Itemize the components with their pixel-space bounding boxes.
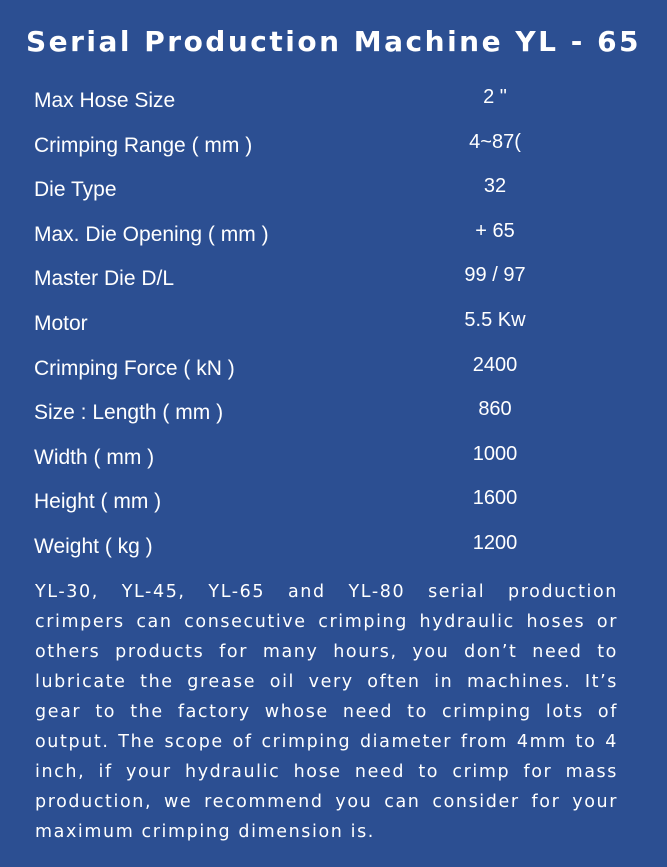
spec-label: Max Hose Size [34,89,176,112]
spec-label: Motor [34,311,88,335]
spec-value: 860 [478,398,512,421]
spec-label: Crimping Range ( mm ) [34,133,253,157]
spec-value: 99 / 97 [464,264,526,287]
spec-label: Size : Length ( mm ) [34,401,224,425]
spec-row-motor [34,301,634,346]
spec-value: 32 [483,175,507,198]
spec-label: Crimping Force ( kN ) [34,356,235,380]
product-description: YL-30, YL-45, YL-65 and YL-80 serial production crimpers can consecutive crimping hydraulic hoses or others products for many hours, you don’t need to lubricate the grease oil very often in machines. It’s gear to the factory whose need to crimping lots of output. The scope of crimping diameter from 4mm to 4 inch, if your hydraulic hose need to crimp for mass production, we recommend you can consider for your maximum crimping dimension is. [35,582,618,842]
spec-label: Height ( mm ) [34,490,162,514]
page-title: Serial Production Machine YL - 65 [25,25,642,58]
spec-value: + 65 [475,219,515,242]
spec-value: 5.5 Kw [464,308,526,331]
spec-row-max-hose-size [34,78,634,123]
spec-row-width [34,435,634,480]
spec-value: 1000 [472,442,518,465]
spec-table [34,78,634,569]
spec-label: Die Type [34,178,117,202]
spec-value: 2 " [483,86,507,108]
spec-row-crimping-range [34,123,634,168]
spec-value: 4~87( [469,130,521,153]
spec-label: Width ( mm ) [34,445,155,469]
spec-label: Master Die D/L [34,267,175,291]
spec-row-max-die-opening [34,212,634,257]
spec-row-weight [34,524,634,569]
spec-row-master-die [34,256,634,301]
spec-row-die-type [34,167,634,212]
spec-row-length [34,390,634,435]
spec-value: 1200 [472,531,518,554]
spec-label: Weight ( kg ) [34,534,153,558]
spec-row-crimping-force [34,346,634,391]
spec-value: 2400 [472,353,518,376]
spec-label: Max. Die Opening ( mm ) [34,222,269,246]
spec-value: 1600 [472,487,518,510]
spec-row-height [34,479,634,524]
